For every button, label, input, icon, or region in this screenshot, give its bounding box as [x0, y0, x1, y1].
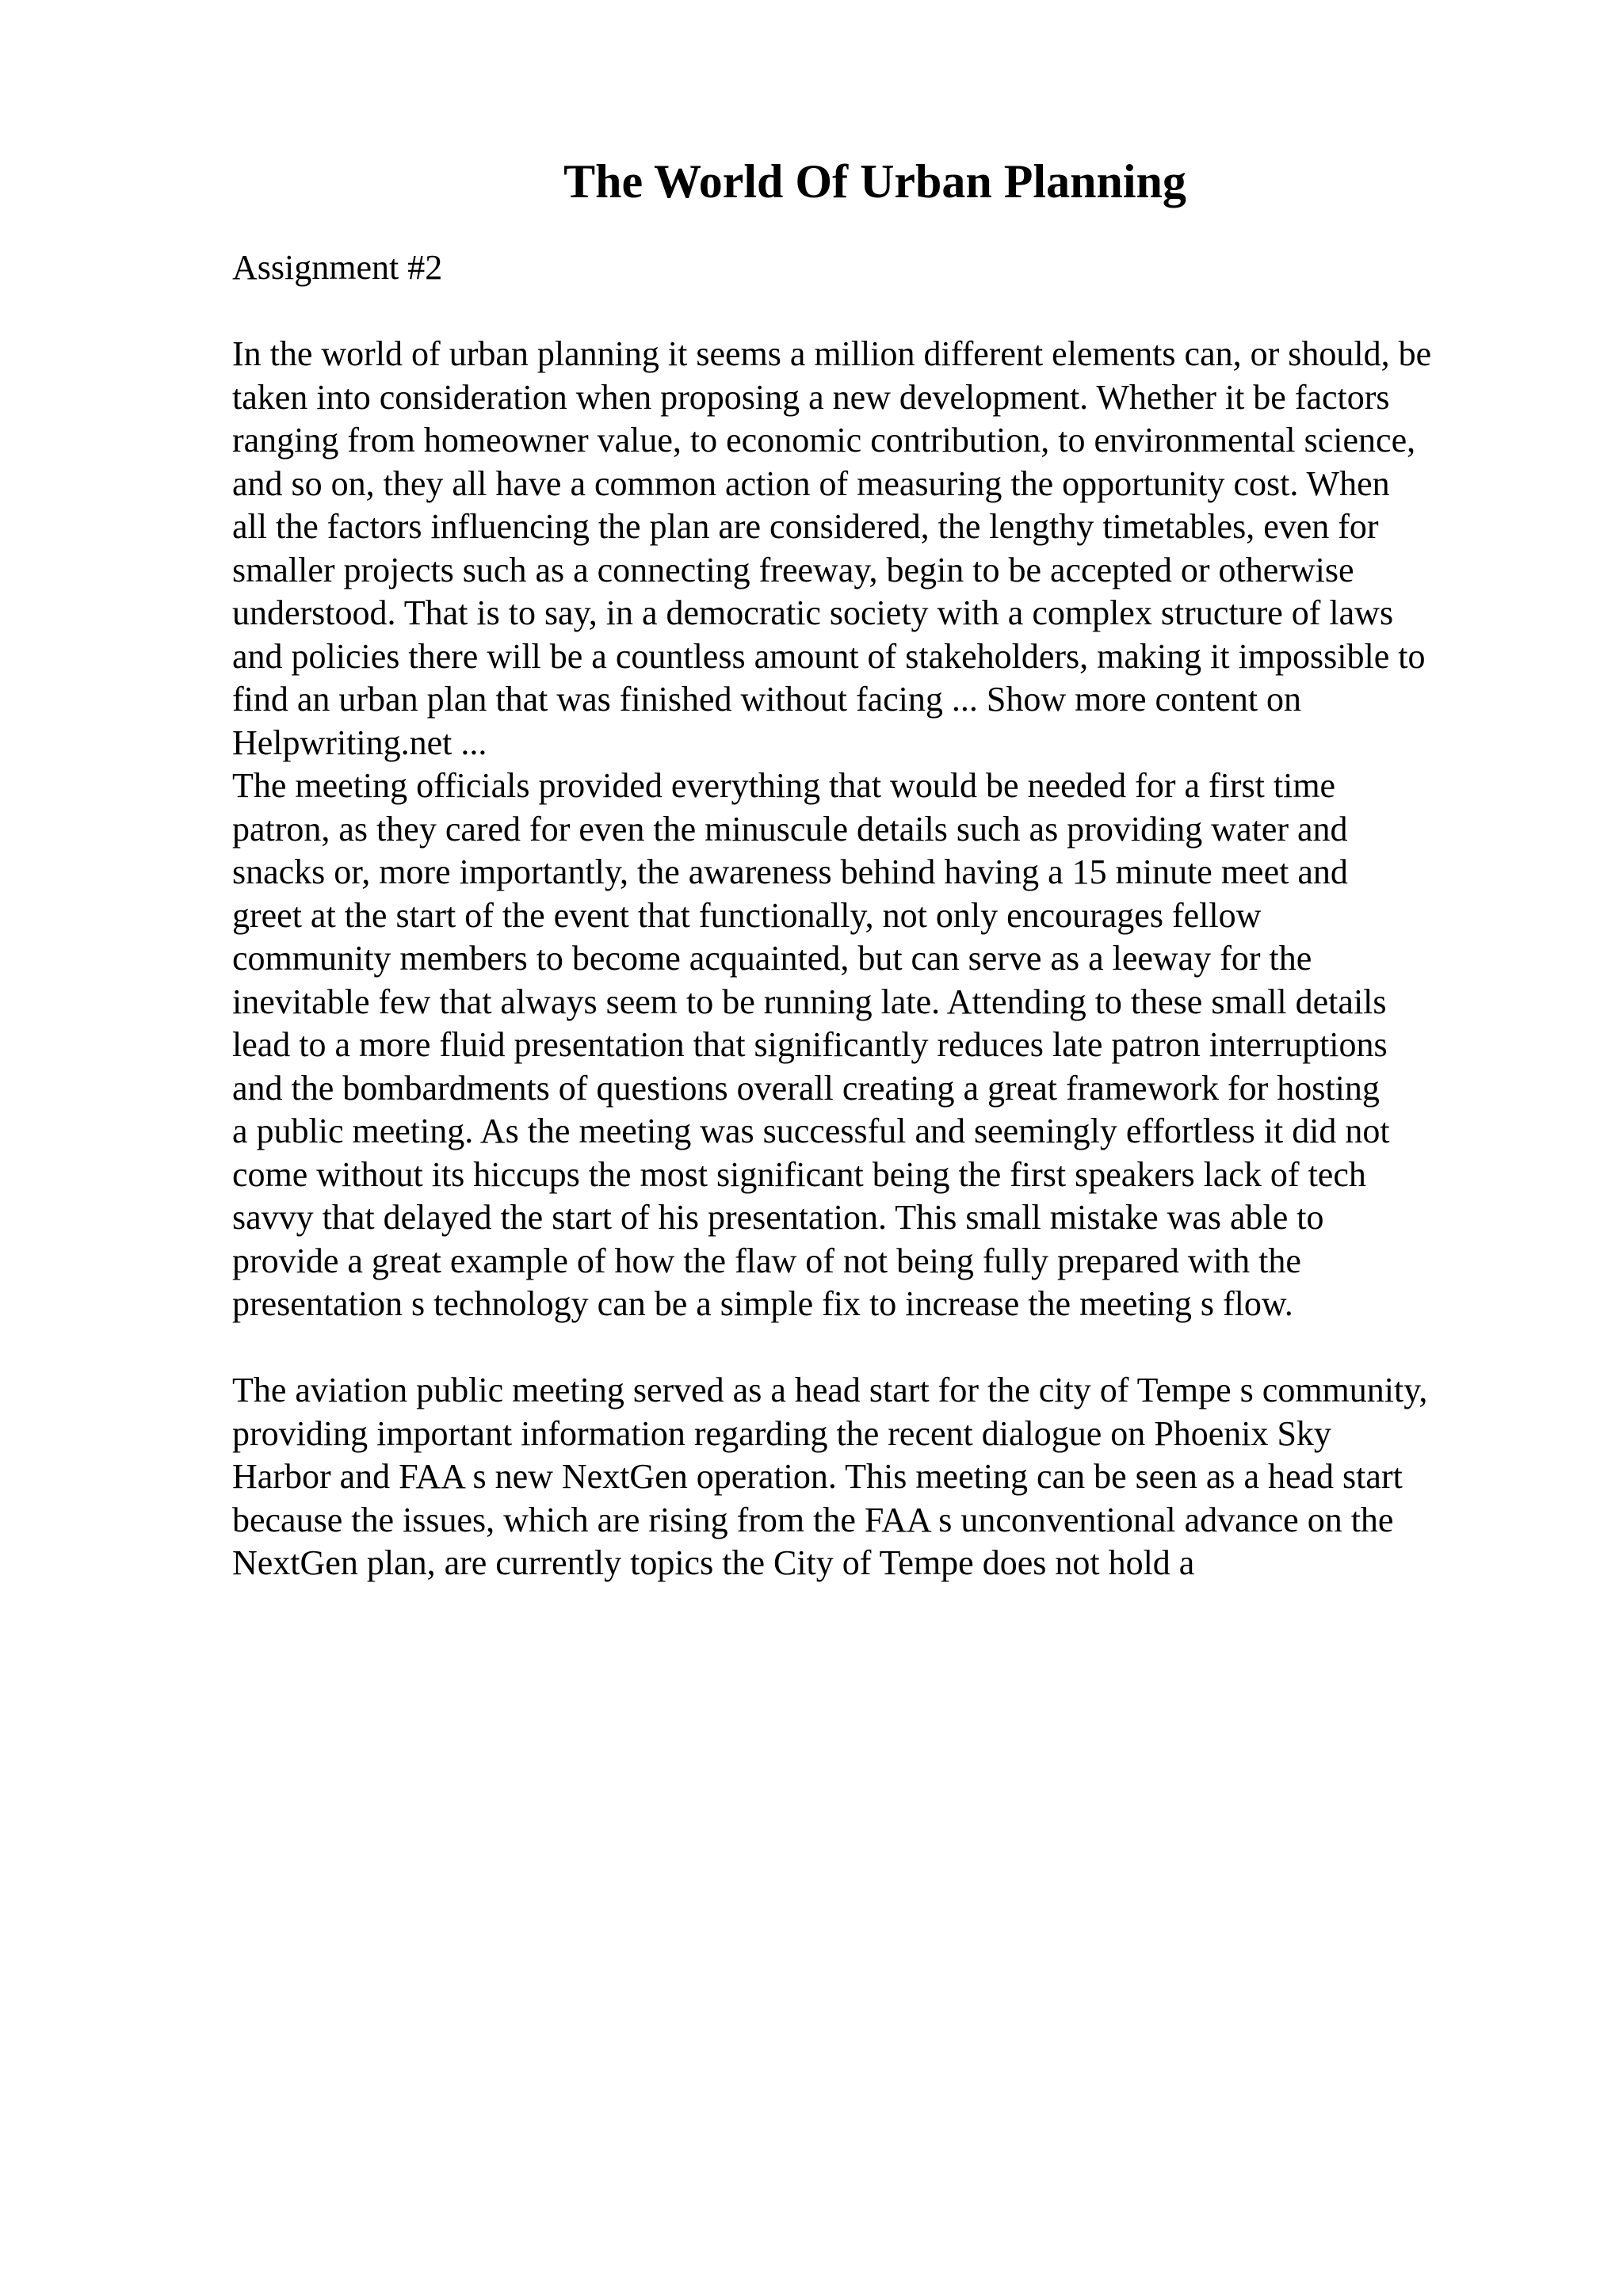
- text-line: and so on, they all have a common action of measuring the opportunity cost. When: [232, 463, 1390, 503]
- text-line: all the factors influencing the plan are considered, the lengthy timetables, even for: [232, 507, 1379, 546]
- text-line: The meeting officials provided everything that would be needed for a first time: [232, 766, 1336, 805]
- text-line: community members to become acquainted, but can serve as a leeway for the: [232, 939, 1312, 978]
- text-line: inevitable few that always seem to be running late. Attending to these small details: [232, 982, 1387, 1021]
- text-line: a public meeting. As the meeting was successful and seemingly effortless it did not: [232, 1112, 1390, 1150]
- text-line: providing important information regarding the recent dialogue on Phoenix Sky: [232, 1413, 1331, 1453]
- text-line: and the bombardments of questions overall creating a great framework for hosting: [232, 1068, 1380, 1108]
- text-line: The aviation public meeting served as a head start for the city of Tempe s community,: [232, 1371, 1428, 1409]
- text-line: snacks or, more importantly, the awareness behind having a 15 minute meet and: [232, 852, 1348, 891]
- text-line: ranging from homeowner value, to economic contribution, to environmental science,: [232, 421, 1416, 460]
- text-line: and policies there will be a countless amount of stakeholders, making it impossible to: [232, 636, 1426, 676]
- text-line: taken into consideration when proposing a new development. Whether it be factors: [232, 377, 1390, 417]
- text-line: because the issues, which are rising from the FAA s unconventional advance on the: [232, 1500, 1394, 1539]
- assignment-label: Assignment #2: [232, 248, 443, 287]
- text-line: provide a great example of how the flaw of not being fully prepared with the: [232, 1241, 1301, 1280]
- text-line: presentation s technology can be a simple fix to increase the meeting s flow.: [232, 1284, 1293, 1323]
- text-line: In the world of urban planning it seems a million different elements can, or should, be: [232, 334, 1432, 373]
- text-line: understood. That is to say, in a democratic society with a complex structure of laws: [232, 593, 1394, 632]
- document-title: [0, 151, 1623, 212]
- text-line: find an urban plan that was finished without facing ... Show more content on: [232, 680, 1302, 719]
- document-title-text: The World Of Urban Planning: [563, 155, 1186, 208]
- text-line: savvy that delayed the start of his presentation. This small mistake was able to: [232, 1198, 1324, 1237]
- text-line: greet at the start of the event that functionally, not only encourages fellow: [232, 895, 1262, 935]
- text-line: Helpwriting.net ...: [232, 723, 487, 762]
- text-line: NextGen plan, are currently topics the City of Tempe does not hold a: [232, 1543, 1195, 1582]
- body-text-block-1: [232, 333, 1431, 1326]
- body-text-block-2: [232, 1369, 1427, 1585]
- text-line: lead to a more fluid presentation that significantly reduces late patron interruptions: [232, 1025, 1388, 1064]
- text-line: smaller projects such as a connecting freeway, begin to be accepted or otherwise: [232, 550, 1354, 589]
- text-line: come without its hiccups the most significant being the first speakers lack of tech: [232, 1154, 1366, 1194]
- text-line: patron, as they cared for even the minuscule details such as providing water and: [232, 809, 1348, 849]
- text-line: Harbor and FAA s new NextGen operation. This meeting can be seen as a head start: [232, 1457, 1403, 1496]
